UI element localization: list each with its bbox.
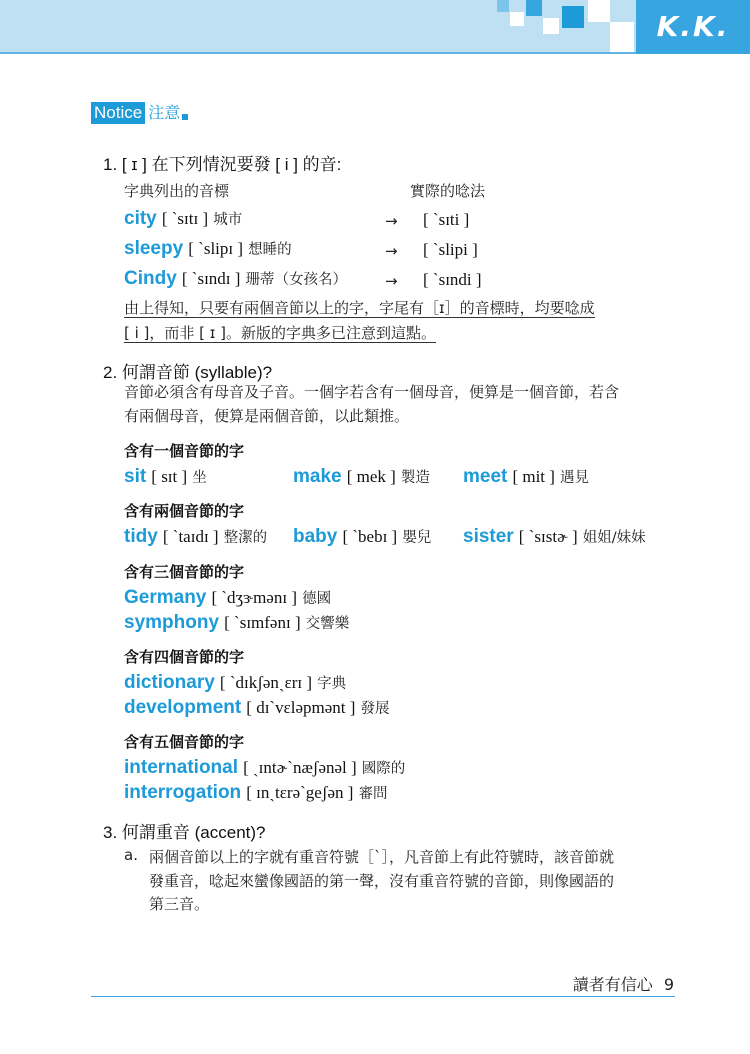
example-word: development xyxy=(124,697,242,718)
syllable-example xyxy=(124,697,390,719)
syllable-example xyxy=(124,612,349,634)
group-heading-2: 含有兩個音節的字 xyxy=(124,502,245,520)
paragraph-line: 音節必須含有母音及子音。一個字若含有一個母音，便算是一個音節，若含 xyxy=(124,383,620,401)
header-tile xyxy=(610,22,634,52)
phonetic: [ ˏɪntɚˋnæʃənəl ] xyxy=(243,758,357,777)
header-tile xyxy=(497,0,509,12)
gloss: 姐姐/妹妹 xyxy=(582,530,646,546)
section-3-heading: 3. 何謂重音 (accent)? xyxy=(103,823,266,842)
column-actual: 實際的唸法 xyxy=(410,182,486,200)
gloss: 嬰兒 xyxy=(402,530,432,546)
phonetic: [ ˋslipɪ ] xyxy=(188,239,244,258)
footer-text: 讀者有信心 xyxy=(572,975,653,994)
notice-square-icon xyxy=(182,114,188,120)
phonetic: [ ˋsɪndɪ ] xyxy=(181,269,241,288)
example-word: Germany xyxy=(124,587,207,608)
gloss: 國際的 xyxy=(361,761,406,777)
syllable-example xyxy=(124,587,331,609)
example-word: city xyxy=(124,208,157,229)
section-1-heading: 1. [ ɪ ] 在下列情況要發 [ i ] 的音: xyxy=(103,155,342,174)
syllable-example xyxy=(293,466,430,488)
underlined-note: [ i ]，而非 [ ɪ ]。新版的字典多已注意到這點。 xyxy=(124,324,436,342)
phonetic: [ mit ] xyxy=(512,467,555,486)
paragraph-line: 有兩個母音，便算是兩個音節，以此類推。 xyxy=(124,407,410,425)
phonetic: [ mek ] xyxy=(346,467,396,486)
syllable-example xyxy=(463,526,646,548)
gloss: 發展 xyxy=(360,701,390,717)
example-word: meet xyxy=(463,466,508,487)
example-word: sit xyxy=(124,466,147,487)
gloss: 想睡的 xyxy=(248,242,292,258)
example-row xyxy=(124,268,347,290)
header-tile xyxy=(510,12,524,26)
kk-badge: K.K. xyxy=(636,0,750,54)
syllable-example xyxy=(124,466,207,488)
section-2-heading: 2. 何謂音節 (syllable)? xyxy=(103,363,273,382)
syllable-example xyxy=(124,526,267,548)
example-word: dictionary xyxy=(124,672,215,693)
actual-phonetic: [ ˋsɪti ] xyxy=(423,210,470,229)
gloss: 遇見 xyxy=(560,470,590,486)
paragraph-line: 兩個音節以上的字就有重音符號［ˋ］，凡音節上有此符號時，該音節就 xyxy=(149,848,615,866)
example-row xyxy=(124,208,242,230)
phonetic: [ ˋdɪkʃənˏɛrɪ ] xyxy=(219,673,313,692)
phonetic: [ ˋsɪmfənɪ ] xyxy=(224,613,301,632)
gloss: 坐 xyxy=(192,470,207,486)
phonetic: [ ɪnˏtɛrəˋgeʃən ] xyxy=(246,783,354,802)
note-line-1 xyxy=(124,297,595,318)
paragraph-line: 第三音。 xyxy=(149,895,210,913)
phonetic: [ ˋbebɪ ] xyxy=(342,527,398,546)
actual-phonetic: [ ˋsɪndi ] xyxy=(423,270,482,289)
group-heading-1: 含有一個音節的字 xyxy=(124,442,245,460)
arrow-icon: → xyxy=(385,212,398,230)
item-label: a. xyxy=(124,846,138,864)
arrow-icon: → xyxy=(385,272,398,290)
phonetic: [ ˋsɪtɪ ] xyxy=(161,209,209,228)
example-word: sleepy xyxy=(124,238,184,259)
gloss: 字典 xyxy=(317,676,347,692)
gloss: 城市 xyxy=(213,212,243,228)
example-word: baby xyxy=(293,526,338,547)
phonetic: [ dɪˋvɛləpmənt ] xyxy=(246,698,356,717)
gloss: 珊蒂（女孩名） xyxy=(245,272,348,288)
example-row xyxy=(124,238,292,260)
syllable-example xyxy=(124,672,346,694)
header-tile xyxy=(588,0,610,22)
column-dictionary: 字典列出的音標 xyxy=(124,182,230,200)
notice-label xyxy=(91,102,188,124)
page-number: 9 xyxy=(663,975,674,994)
syllable-example xyxy=(463,466,589,488)
example-word: make xyxy=(293,466,342,487)
group-heading-5: 含有五個音節的字 xyxy=(124,733,245,751)
phonetic: [ sɪt ] xyxy=(151,467,188,486)
group-heading-4: 含有四個音節的字 xyxy=(124,648,245,666)
example-word: Cindy xyxy=(124,268,177,289)
gloss: 審問 xyxy=(358,786,388,802)
footer-rule xyxy=(91,996,675,997)
example-word: symphony xyxy=(124,612,220,633)
phonetic: [ ˋtaɪdɪ ] xyxy=(162,527,219,546)
actual-phonetic: [ ˋslipi ] xyxy=(423,240,478,259)
example-word: tidy xyxy=(124,526,158,547)
gloss: 德國 xyxy=(302,591,332,607)
arrow-icon: → xyxy=(385,242,398,260)
group-heading-3: 含有三個音節的字 xyxy=(124,563,245,581)
note-line-2 xyxy=(124,322,436,343)
example-word: sister xyxy=(463,526,514,547)
underlined-note: 由上得知，只要有兩個音節以上的字，字尾有［ɪ］的音標時，均要唸成 xyxy=(124,299,595,317)
syllable-example xyxy=(293,526,431,548)
example-word: international xyxy=(124,757,239,778)
header-tile xyxy=(526,0,542,16)
notice-en: Notice xyxy=(91,102,145,124)
syllable-example xyxy=(124,782,388,804)
example-word: interrogation xyxy=(124,782,242,803)
paragraph-line: 發重音，唸起來蠻像國語的第一聲，沒有重音符號的音節，則像國語的 xyxy=(149,872,615,890)
header-tile xyxy=(562,6,584,28)
notice-zh: 注意 xyxy=(148,103,181,122)
header-tile xyxy=(543,18,559,34)
phonetic: [ ˋdʒɝmənɪ ] xyxy=(211,588,297,607)
phonetic: [ ˋsɪstɚ ] xyxy=(518,527,578,546)
gloss: 整潔的 xyxy=(223,530,268,546)
gloss: 交響樂 xyxy=(305,616,350,632)
syllable-example xyxy=(124,757,405,779)
page-footer xyxy=(573,972,674,995)
gloss: 製造 xyxy=(400,470,430,486)
